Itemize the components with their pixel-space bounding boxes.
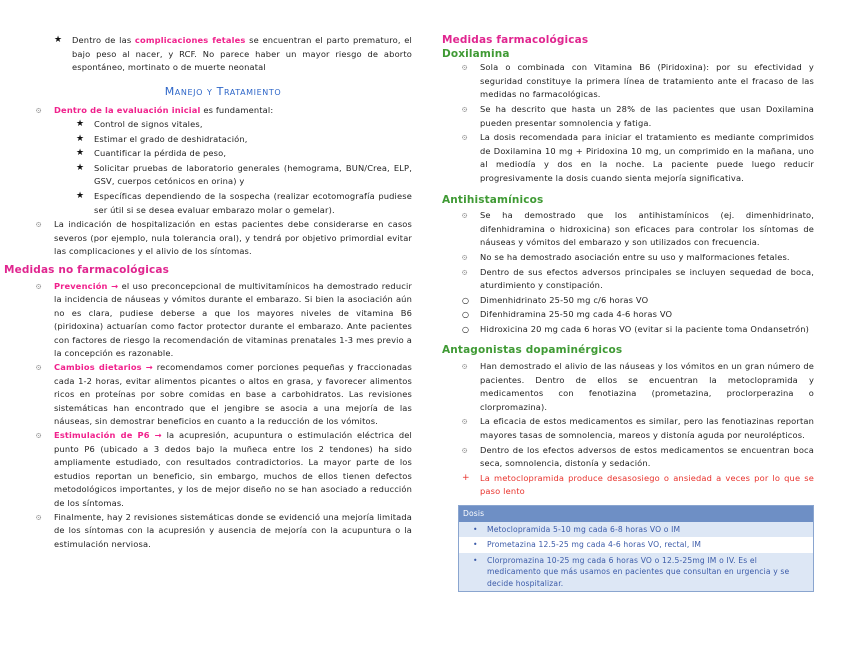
flower-bullet-icon: ۞	[462, 132, 468, 143]
plus-bullet-icon: +	[462, 472, 470, 483]
antihistamine-dose: ○ Hidroxicina 20 mg cada 6 horas VO (evitar si la paciente toma Ondansetrón)	[442, 323, 814, 337]
antihistamine-item: ۞ Se ha demostrado que los antihistamínicos (ej. dimenhidrinato, difenhidramina o hidroxicina) son eficaces para controlar los síntomas de náuseas y vómitos del embarazo y son utilizados con frecuencia.	[462, 210, 814, 248]
flower-bullet-icon: ۞	[36, 362, 42, 373]
flower-bullet-icon: ۞	[462, 103, 468, 114]
hospitalization-paragraph: ۞ La indicación de hospitalización en estas pacientes debe considerarse en casos severos (por ejemplo, nula tolerancia oral), y tendrá por objetivo primordial evitar las complicaciones y el alivio de los síntomas.	[36, 219, 412, 257]
dot-bullet-icon: •	[473, 524, 478, 534]
flower-bullet-icon: ۞	[462, 62, 468, 73]
dose-row: • Clorpromazina 10-25 mg cada 6 horas VO o 12.5-25mg IM o IV. Es el medicamento que más usamos en pacientes que consultan en urgencia y se decide hospitalizar.	[459, 553, 813, 592]
management-title: Manejo y Tratamiento	[164, 84, 282, 98]
flower-bullet-icon: ۞	[36, 511, 42, 522]
flower-bullet-icon: ۞	[462, 210, 468, 221]
dopamine-item: ۞ La eficacia de estos medicamentos es similar, pero las fenotiazinas reportan mayores tasas de somnolencia, mareos y distonía aguda por neurolépticos.	[462, 416, 814, 441]
star-bullet-icon: ★	[76, 190, 85, 201]
dopamine-item: ۞ Han demostrado el alivio de las náuseas y los vómitos en un gran número de pacientes. Dentro de ellos se encuentran la metoclopramida y medicamentos con fenotiazina (prometazina, proclorperazina o clorpromazina).	[462, 361, 814, 412]
left-column	[4, 34, 412, 551]
antihistamine-dose: ○ Difenhidramina 25-50 mg cada 4-6 horas VO	[442, 308, 814, 322]
list-item: ★ Solicitar pruebas de laboratorio generales (hemograma, BUN/Crea, ELP, GSV, cuerpos cetónicos en orina) y	[76, 162, 412, 187]
flower-bullet-icon: ۞	[462, 266, 468, 277]
circle-bullet-icon: ○	[462, 295, 470, 305]
list-item: ★ Específicas dependiendo de la sospecha (realizar ecotomografía pudiese ser útil si se desea evaluar embarazo molar o gemelar).	[76, 190, 412, 215]
pharma-title: Medidas farmacológicas	[442, 34, 589, 46]
antihistamines-title: Antihistamínicos	[442, 193, 544, 206]
list-item: ★ Control de signos vitales,	[34, 118, 412, 132]
metoclopramide-warning: + La metoclopramida produce desasosiego o ansiedad a veces por lo que se paso lento	[462, 472, 814, 497]
dopamine-antagonists-title: Antagonistas dopaminérgicos	[442, 344, 623, 357]
dot-bullet-icon: •	[473, 555, 478, 565]
finally-paragraph: ۞ Finalmente, hay 2 revisiones sistemáticas donde se evidenció una mejoría limitada de los síntomas con la acupresión y ausencia de mejoría con la acupuntura o la estimulación nerviosa.	[36, 511, 412, 549]
flower-bullet-icon: ۞	[462, 361, 468, 372]
dose-box-title: Dosis	[459, 506, 813, 522]
antihistamine-item: ۞ No se ha demostrado asociación entre su uso y malformaciones fetales.	[442, 251, 814, 265]
flower-bullet-icon: ۞	[36, 430, 42, 441]
star-bullet-icon: ★	[76, 162, 85, 173]
star-bullet-icon: ★	[76, 118, 85, 129]
circle-bullet-icon: ○	[462, 324, 470, 334]
flower-bullet-icon: ۞	[36, 219, 42, 230]
evaluation-list	[34, 118, 412, 217]
doxylamine-title: Doxilamina	[442, 47, 510, 60]
dose-row: • Prometazina 12.5-25 mg cada 4-6 horas VO, rectal, IM	[473, 540, 702, 549]
star-bullet-icon: ★	[54, 35, 63, 45]
list-item: ★ Estimar el grado de deshidratación,	[34, 133, 412, 147]
initial-evaluation-highlight: Dentro de la evaluación inicial	[54, 105, 201, 116]
flower-bullet-icon: ۞	[462, 251, 468, 262]
flower-bullet-icon: ۞	[36, 105, 42, 116]
dose-row: • Metoclopramida 5-10 mg cada 6-8 horas VO o IM	[459, 522, 813, 538]
right-column	[442, 34, 814, 592]
circle-bullet-icon: ○	[462, 310, 470, 320]
flower-bullet-icon: ۞	[36, 280, 42, 291]
non-pharma-title: Medidas no farmacológicas	[4, 263, 170, 276]
flower-bullet-icon: ۞	[462, 444, 468, 455]
flower-bullet-icon: ۞	[462, 416, 468, 427]
antihistamine-dose: ○ Dimenhidrinato 25-50 mg c/6 horas VO	[442, 294, 814, 308]
diet-changes-paragraph: ۞ Cambios dietarios → recomendamos comer porciones pequeñas y fraccionadas cada 1-2 horas, evitar alimentos picantes o altos en grasa, y favorecer alimentos ricos en proteínas por sobre comidas en base a carbohidratos. Las revisiones sistemáticas han encontrado que el jengibre se asocia a una mejoría de las náuseas, sin demostrar beneficios en cuanto a la reducción de los vómitos.	[36, 362, 412, 427]
star-bullet-icon: ★	[76, 133, 85, 144]
dose-box	[458, 505, 814, 592]
list-item: ★ Cuantificar la pérdida de peso,	[34, 147, 412, 161]
fetal-complications-highlight: complicaciones fetales	[134, 35, 246, 45]
doxylamine-item: ۞ La dosis recomendada para iniciar el tratamiento es mediante comprimidos de Doxilamina 10 mg + Piridoxina 10 mg, un comprimido en la mañana, uno al mediodía y dos en la noche. La paciente puede luego reducir progresivamente la dosis cuando sienta mejoría significativa.	[462, 132, 814, 183]
dot-bullet-icon: •	[473, 540, 478, 549]
p6-stimulation-paragraph: ۞ Estimulación de P6 → la acupresión, acupuntura o estimulación eléctrica del punto P6 (ubicado a 3 dedos bajo la muñeca entre los 2 tendones) ha sido ampliamente estudiado, con resultados contradictorios. La mayor parte de los estudios reportan un beneficio, sin embargo, muchos de ellos tienen defectos metodológicos importantes, y los de mejor diseño no se han asociado a reducción de los síntomas.	[36, 430, 412, 508]
fetal-complications-paragraph: ★ Dentro de las complicaciones fetales se encuentran el parto prematuro, el bajo peso al nacer, y RCF. No parece haber un mayor riesgo de aborto espontáneo, mortinato o de muerte neonatal	[54, 35, 412, 73]
dopamine-item: ۞ Dentro de los efectos adversos de estos medicamentos se encuentran boca seca, somnolencia, distonía y sedación.	[462, 444, 814, 469]
doxylamine-item: ۞ Sola o combinada con Vitamina B6 (Piridoxina): por su efectividad y seguridad constituye la primera línea de tratamiento ante el fracaso de las medidas no farmacológicas.	[462, 62, 814, 100]
star-bullet-icon: ★	[76, 148, 85, 159]
initial-evaluation-paragraph: ۞ Dentro de la evaluación inicial es fundamental:	[34, 104, 412, 118]
doxylamine-item: ۞ Se ha descrito que hasta un 28% de las pacientes que usan Doxilamina pueden presentar somnolencia y fatiga.	[462, 103, 814, 128]
antihistamine-item: ۞ Dentro de sus efectos adversos principales se incluyen sequedad de boca, aturdimiento y constipación.	[462, 266, 814, 291]
prevention-paragraph: ۞ Prevención → el uso preconcepcional de multivitamínicos ha demostrado reducir la incidencia de náuseas y vómitos durante el embarazo. Si bien la asociación aún no es clara, pudiese deberse a que los mayores niveles de vitamina B6 (piridoxina) actuarían como factor protector durante el embarazo. Ante pacientes con factores de riesgo la recomendación de vitaminas prenatales 1-3 mes previo a la concepción es razonable.	[36, 280, 412, 359]
